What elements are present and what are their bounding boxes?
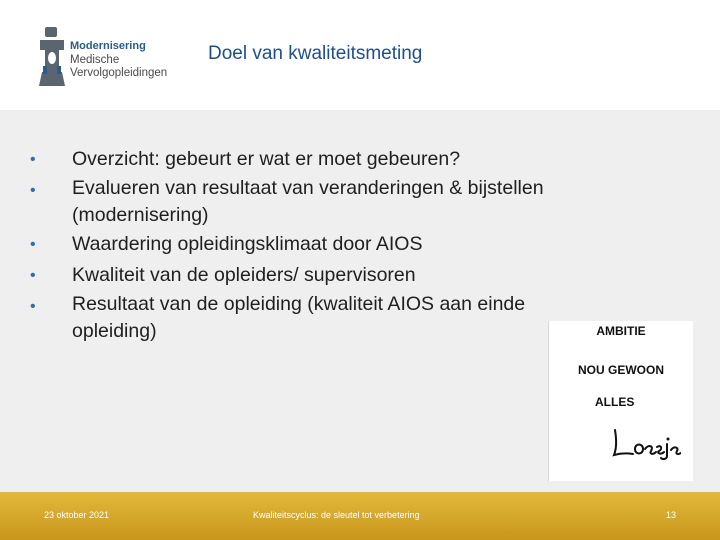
loesje-poster-image [548, 321, 693, 481]
bullet-icon: • [30, 298, 36, 315]
bullet-text: Evalueren van resultaat van veranderingen & bijstellen [72, 177, 544, 199]
bullet-icon: • [30, 267, 36, 284]
logo-line-2: Medische [70, 53, 120, 66]
footer-subtitle: Kwaliteitscyclus: de sleutel tot verbetering [253, 510, 420, 520]
logo-text [70, 40, 167, 81]
bullet-text: Resultaat van de opleiding (kwaliteit AIOS aan einde [72, 293, 526, 315]
bullet-item [30, 175, 670, 229]
page-number: 13 [666, 510, 677, 520]
bullet-item [30, 229, 670, 260]
bullet-list [30, 144, 670, 345]
poster-line-3: ALLES [595, 395, 635, 409]
loesje-signature-icon [611, 422, 681, 460]
bullet-item [30, 260, 670, 291]
bullet-text-continuation: (modernisering) [72, 204, 209, 226]
logo-line-1: Modernisering [70, 40, 146, 52]
slide-title: Doel van kwaliteitsmeting [208, 43, 423, 64]
seated-figure-logo-icon [34, 26, 70, 88]
bullet-icon: • [30, 182, 36, 199]
poster-line-1: AMBITIE [596, 324, 646, 338]
organization-logo [28, 26, 188, 90]
bullet-text: Overzicht: gebeurt er wat er moet gebeuren? [72, 148, 461, 170]
bullet-icon: • [30, 236, 36, 253]
footer-date: 23 oktober 2021 [44, 510, 110, 520]
logo-line-3: Vervolgopleidingen [70, 67, 168, 79]
poster-line-2: NOU GEWOON [578, 363, 664, 377]
bullet-text: Waardering opleidingsklimaat door AIOS [72, 233, 423, 255]
bullet-text-continuation: opleiding) [72, 320, 157, 342]
bullet-icon: • [30, 151, 36, 168]
slide-footer [0, 492, 720, 540]
slide-content [0, 110, 720, 492]
bullet-text: Kwaliteit van de opleiders/ supervisoren [72, 264, 416, 286]
slide-header [0, 0, 720, 110]
bullet-item [30, 144, 670, 175]
